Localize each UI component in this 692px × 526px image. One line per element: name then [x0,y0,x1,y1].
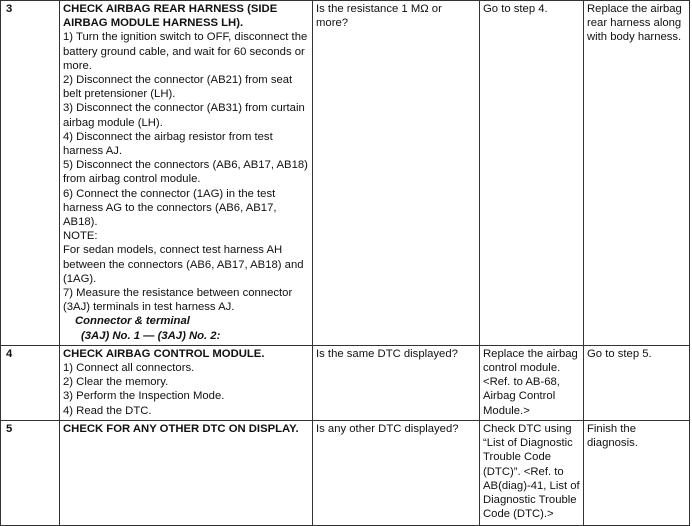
table-row [1,1,690,346]
check-question: Is the resistance 1 MΩ or more? [313,1,480,346]
spec-label: Connector & terminal [75,315,190,328]
step-procedure [60,345,313,420]
yes-action: Check DTC using “List of Diagnostic Trouble Code (DTC)”. <Ref. to AB(diag)-41, List of Diagnostic Trouble Code (DTC).> [480,420,584,525]
procedure-line: 6) Connect the connector (1AG) in the test harness AG to the connectors (AB6, AB17, AB18). [63,187,277,229]
procedure-line: 3) Disconnect the connector (AB31) from curtain airbag module (LH). [63,102,305,129]
spec-value: (3AJ) No. 1 — (3AJ) No. 2: [81,329,221,342]
procedure-line: 4) Read the DTC. [63,404,152,417]
step-number: 5 [1,420,60,525]
no-action: Finish the diagnosis. [584,420,690,525]
table-row [1,345,690,420]
table-row [1,420,690,525]
note-label: NOTE: [63,230,98,243]
procedure-line: 3) Perform the Inspection Mode. [63,390,225,403]
no-action: Replace the airbag rear harness along with body harness. [584,1,690,346]
yes-action: Go to step 4. [480,1,584,346]
procedure-line: 2) Disconnect the connector (AB21) from seat belt pretensioner (LH). [63,74,293,101]
check-question: Is any other DTC displayed? [313,420,480,525]
step-title: CHECK AIRBAG CONTROL MODULE. [63,347,265,360]
step-title: CHECK FOR ANY OTHER DTC ON DISPLAY. [63,422,299,435]
yes-action: Replace the airbag control module. <Ref. to AB-68, Airbag Control Module.> [480,345,584,420]
procedure-line: 4) Disconnect the airbag resistor from test harness AJ. [63,130,273,158]
procedure-line: 1) Connect all connectors. [63,362,195,375]
no-action: Go to step 5. [584,345,690,420]
procedure-line: 5) Disconnect the connectors (AB6, AB17, AB18) from airbag control module. [63,159,308,186]
step-title: CHECK AIRBAG REAR HARNESS (SIDE AIRBAG MODULE HARNESS LH). [63,3,278,30]
step-number: 3 [1,1,60,346]
note-text: For sedan models, connect test harness AH between the connectors (AB6, AB17, AB18) and (1AG). [63,244,304,285]
step-number: 4 [1,345,60,420]
procedure-line: 7) Measure the resistance between connector (3AJ) terminals in test harness AJ. [63,287,293,314]
step-procedure [60,1,313,346]
procedure-line: 2) Clear the memory. [63,376,169,389]
procedure-line: 1) Turn the ignition switch to OFF, disconnect the battery ground cable, and wait for 60 seconds or more. [63,31,308,72]
check-question: Is the same DTC displayed? [313,345,480,420]
step-procedure [60,420,313,525]
